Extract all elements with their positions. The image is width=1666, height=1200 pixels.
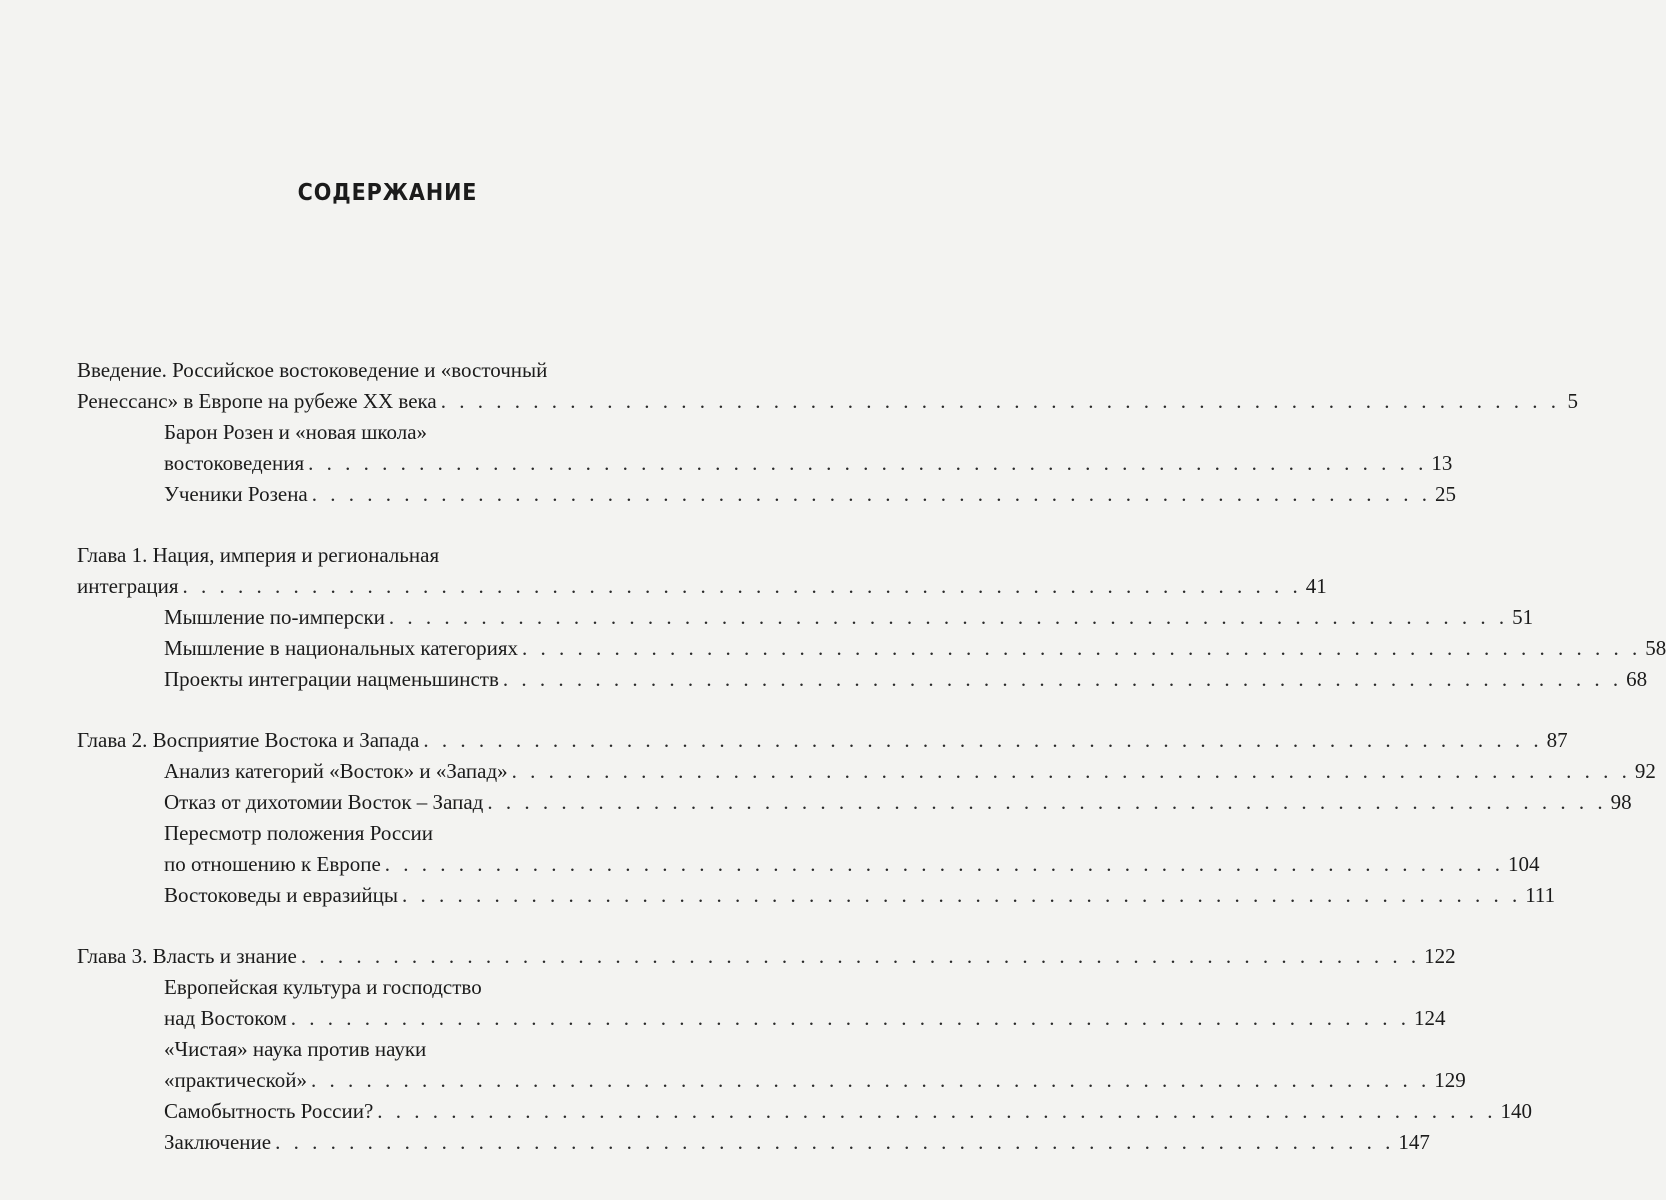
toc-entry-title: Заключение	[164, 1130, 272, 1154]
toc-page-number: 129	[1434, 1068, 1466, 1092]
toc-entry-title: интеграция	[77, 574, 179, 598]
toc-entry-title: Мышление в национальных категориях	[164, 636, 519, 660]
toc-section-entry[interactable]	[77, 417, 1453, 479]
toc-section-entry[interactable]	[77, 664, 1648, 695]
toc-entry-title-line: Европейская культура и господство	[164, 975, 482, 999]
toc-section-entry[interactable]	[77, 787, 1632, 818]
dot-leader: . . . . . . . . . . . . . . . . . . . . . . . . . . . . . . . . . . . . . . . . . . . . . . . . . . . . . . . . . . . . .	[311, 482, 1431, 506]
dot-leader: . . . . . . . . . . . . . . . . . . . . . . . . . . . . . . . . . . . . . . . . . . . . . . . . . . . . . . . . . . . . .	[388, 605, 1509, 629]
toc-page-number: 147	[1398, 1130, 1430, 1154]
toc-page-number: 92	[1634, 759, 1656, 783]
dot-leader: . . . . . . . . . . . . . . . . . . . . . . . . . . . . . . . . . . . . . . . . . . . . . . . . . . . . . . . . . . . . .	[182, 574, 1302, 598]
toc-entry-title: Ренессанс» в Европе на рубеже XX века	[77, 389, 437, 413]
dot-leader: . . . . . . . . . . . . . . . . . . . . . . . . . . . . . . . . . . . . . . . . . . . . . . . . . . . . . . . . . . . . .	[401, 883, 1522, 907]
toc-page-number: 98	[1610, 790, 1632, 814]
table-of-contents	[77, 355, 1666, 1158]
toc-page-number: 5	[1567, 389, 1578, 413]
toc-entry-title: Проекты интеграции нацменьшинств	[164, 667, 499, 691]
toc-chapter-entry[interactable]	[77, 941, 1456, 972]
dot-leader: . . . . . . . . . . . . . . . . . . . . . . . . . . . . . . . . . . . . . . . . . . . . . . . . . . . . . . . . . . . . .	[300, 944, 1421, 968]
dot-leader: . . . . . . . . . . . . . . . . . . . . . . . . . . . . . . . . . . . . . . . . . . . . . . . . . . . . . . . . . . . . .	[440, 389, 1560, 413]
dot-leader: . . . . . . . . . . . . . . . . . . . . . . . . . . . . . . . . . . . . . . . . . . . . . . . . . . . . . . . . . . . . .	[522, 636, 1642, 660]
toc-entry-title: Отказ от дихотомии Восток – Запад	[164, 790, 484, 814]
dot-leader: . . . . . . . . . . . . . . . . . . . . . . . . . . . . . . . . . . . . . . . . . . . . . . . . . . . . . . . . . . . . .	[487, 790, 1607, 814]
toc-section-entry[interactable]	[77, 479, 1456, 510]
toc-entry-title-line: Барон Розен и «новая школа»	[164, 420, 428, 444]
toc-section-entry[interactable]	[77, 1034, 1466, 1096]
toc-entry-title: «практической»	[164, 1068, 308, 1092]
toc-entry-title: Глава 3. Власть и знание	[77, 944, 297, 968]
toc-entry-title-line: «Чистая» наука против науки	[164, 1037, 427, 1061]
toc-entry-title-line: Глава 1. Нация, империя и региональная	[77, 543, 440, 567]
toc-entry-title-line: Пересмотр положения России	[164, 821, 434, 845]
toc-page-number: 41	[1305, 574, 1327, 598]
toc-entry-title: Самобытность России?	[164, 1099, 374, 1123]
toc-entry-title: Востоковеды и евразийцы	[164, 883, 398, 907]
dot-leader: . . . . . . . . . . . . . . . . . . . . . . . . . . . . . . . . . . . . . . . . . . . . . . . . . . . . . . . . . . . . .	[377, 1099, 1497, 1123]
toc-section-entry[interactable]	[77, 1127, 1430, 1158]
toc-page-number: 68	[1626, 667, 1648, 691]
toc-section-entry[interactable]	[77, 880, 1556, 911]
toc-page-number: 58	[1645, 636, 1666, 660]
toc-section-entry[interactable]	[77, 818, 1540, 880]
dot-leader: . . . . . . . . . . . . . . . . . . . . . . . . . . . . . . . . . . . . . . . . . . . . . . . . . . . . . . . . . . . . .	[502, 667, 1623, 691]
toc-entry-title: Глава 2. Восприятие Востока и Запада	[77, 728, 420, 752]
toc-chapter-entry[interactable]	[77, 355, 1578, 417]
toc-page-number: 25	[1435, 482, 1456, 506]
page-title: СОДЕРЖАНИЕ	[297, 180, 478, 206]
dot-leader: . . . . . . . . . . . . . . . . . . . . . . . . . . . . . . . . . . . . . . . . . . . . . . . . . . . . . . . . . . . . .	[290, 1006, 1411, 1030]
toc-entry-title: Анализ категорий «Восток» и «Запад»	[164, 759, 508, 783]
dot-leader: . . . . . . . . . . . . . . . . . . . . . . . . . . . . . . . . . . . . . . . . . . . . . . . . . . . . . . . . . . . . .	[511, 759, 1631, 783]
toc-section-entry[interactable]	[77, 756, 1656, 787]
toc-entry-title: над Востоком	[164, 1006, 287, 1030]
toc-page-number: 51	[1512, 605, 1534, 629]
dot-leader: . . . . . . . . . . . . . . . . . . . . . . . . . . . . . . . . . . . . . . . . . . . . . . . . . . . . . . . . . . . . .	[308, 451, 1428, 475]
toc-page-number: 13	[1431, 451, 1453, 475]
dot-leader: . . . . . . . . . . . . . . . . . . . . . . . . . . . . . . . . . . . . . . . . . . . . . . . . . . . . . . . . . . . . .	[311, 1068, 1431, 1092]
toc-section-entry[interactable]	[77, 602, 1534, 633]
dot-leader: . . . . . . . . . . . . . . . . . . . . . . . . . . . . . . . . . . . . . . . . . . . . . . . . . . . . . . . . . . . . .	[275, 1130, 1395, 1154]
toc-entry-title: Ученики Розена	[164, 482, 308, 506]
dot-leader: . . . . . . . . . . . . . . . . . . . . . . . . . . . . . . . . . . . . . . . . . . . . . . . . . . . . . . . . . . . . .	[384, 852, 1505, 876]
dot-leader: . . . . . . . . . . . . . . . . . . . . . . . . . . . . . . . . . . . . . . . . . . . . . . . . . . . . . . . . . . . . .	[423, 728, 1543, 752]
toc-section-entry[interactable]	[77, 1096, 1533, 1127]
toc-page-number: 111	[1525, 883, 1556, 907]
toc-page-number: 124	[1414, 1006, 1446, 1030]
toc-entry-title: востоковедения	[164, 451, 305, 475]
toc-page-number: 104	[1508, 852, 1540, 876]
toc-section-entry[interactable]	[77, 972, 1446, 1034]
toc-entry-title-line: Введение. Российское востоковедение и «восточный	[77, 358, 548, 382]
toc-page-number: 122	[1424, 944, 1456, 968]
toc-page-number: 140	[1500, 1099, 1533, 1123]
toc-page-number: 87	[1546, 728, 1568, 752]
toc-entry-title: по отношению к Европе	[164, 852, 381, 876]
toc-chapter-entry[interactable]	[77, 540, 1327, 602]
toc-section-entry[interactable]	[77, 633, 1666, 664]
toc-chapter-entry[interactable]	[77, 725, 1568, 756]
toc-entry-title: Мышление по-имперски	[164, 605, 385, 629]
